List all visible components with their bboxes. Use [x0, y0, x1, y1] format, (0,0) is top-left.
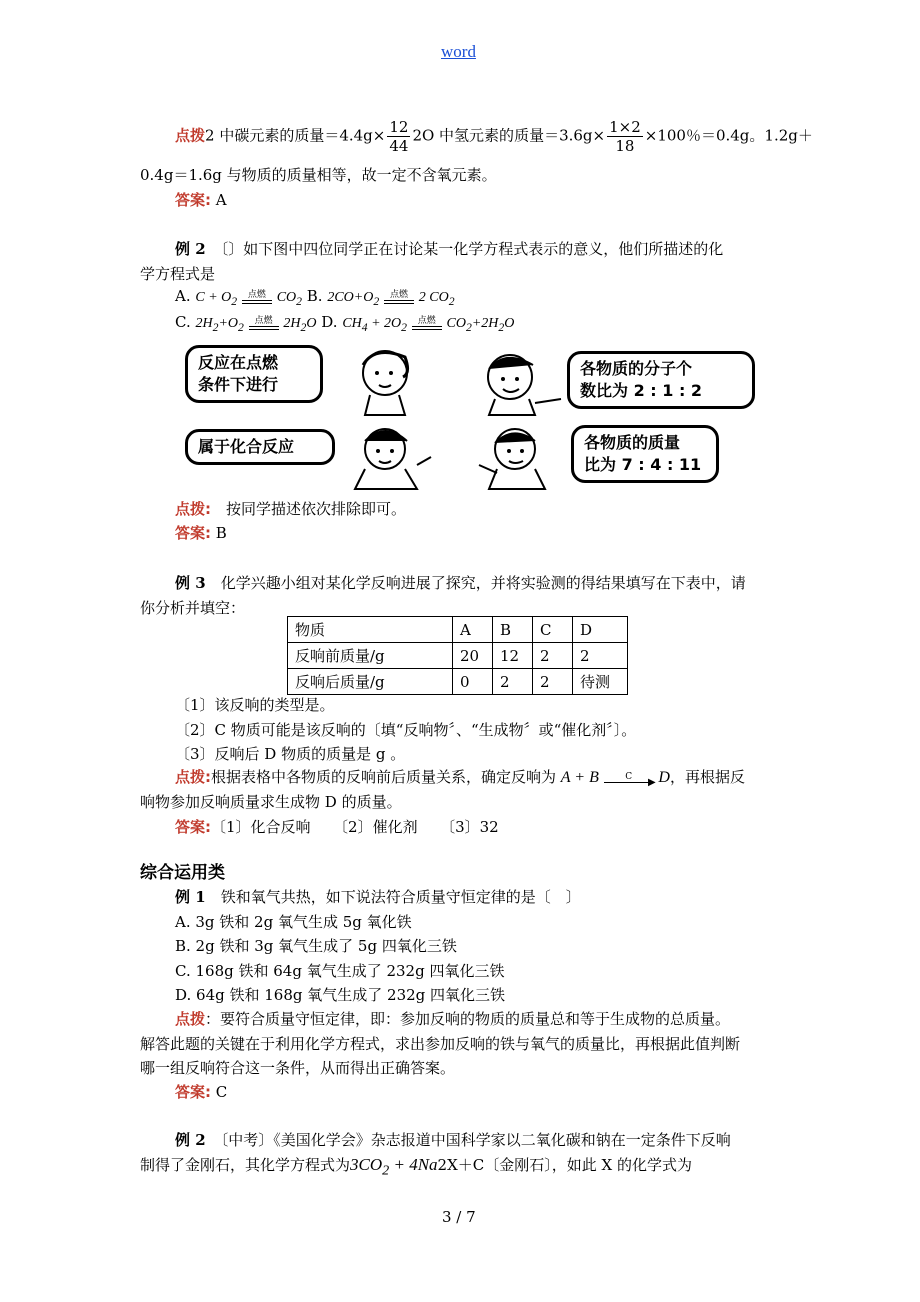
option-b: B. 2g 铁和 3g 氧气生成了 5g 四氧化三铁: [175, 937, 457, 955]
hint-text-a: 2 中碳元素的质量＝4.4g×: [205, 126, 386, 145]
student-boy-figure-1: [465, 347, 565, 417]
hint-section2-line1: 点拨：要符合质量守恒定律，即：参加反响的物质的质量总和等于生成物的总质量。: [175, 1010, 731, 1028]
hint-example-2: 点拨: 按同学描述依次排除即可。: [175, 500, 407, 518]
table-row: 反响后质量/g 0 2 2 待测: [288, 669, 628, 695]
answer-example-2: 答案: B: [175, 524, 227, 542]
question-3: 〔3〕反响后 D 物质的质量是 g 。: [175, 745, 406, 763]
hint-paragraph-1: [175, 118, 813, 155]
answer-example-3: 答案:〔1〕化合反响 〔2〕催化剂 〔3〕32: [175, 818, 499, 836]
option-c: C. 168g 铁和 64g 氧气生成了 232g 四氧化三铁: [175, 962, 505, 980]
example-label: 例 2: [175, 240, 206, 258]
cartoon-illustration: [175, 343, 775, 491]
option-a-b: A. $C + O_2$ 点燃 $CO_2$ B. $2CO+O_2$ 点燃 2 $CO_2$: [175, 287, 455, 308]
option-c-d: C. $2H_2+O_2$ 点燃 $2H_2O$ D. $CH_4 + 2O_2$ 点燃 $CO_2+2H_2O$: [175, 313, 515, 334]
answer-1: 答案: A: [175, 191, 227, 209]
table-row: 反响前质量/g 20 12 2 2: [288, 643, 628, 669]
option-d: D. 64g 铁和 168g 氧气生成了 232g 四氧化三铁: [175, 986, 506, 1004]
speech-bubble-4: 各物质的质量 比为 7 : 4 : 11: [571, 425, 719, 483]
student-girl-figure: [325, 343, 435, 417]
hint-section2-line3: 哪一组反响符合这一条件，从而得出正确答案。: [140, 1059, 456, 1077]
example-2-line2: 学方程式是: [140, 265, 216, 283]
student-boy-figure-2: [465, 421, 575, 491]
example-2-line1: 例 2 〔〕如下图中四位同学正在讨论某一化学方程式表示的意义，他们所描述的化: [175, 240, 724, 258]
fraction-12-44: $\frac{12}{44}$: [389, 118, 409, 155]
section2-example-2: 例 2 〔中考〕《美国化学会》杂志报道中国科学家以二氧化碳和钠在一定条件下反响: [175, 1131, 731, 1149]
hint-example-3-line2: 响物参加反响质量求生成物 D 的质量。: [140, 793, 402, 811]
header-word-link[interactable]: word: [441, 42, 476, 61]
page-number: 3 / 7: [442, 1208, 476, 1226]
example-3-line2: 你分析并填空：: [140, 599, 246, 617]
speech-bubble-3: 属于化合反应: [185, 429, 335, 465]
section-title: 综合运用类: [140, 863, 225, 883]
section2-example-2-line2: 制得了金刚石，其化学方程式为$3CO_2 + 4Na2X+C$〔金刚石〕，如此 X 的化学式为: [140, 1155, 692, 1179]
hint-text-line2: 0.4g＝1.6g 与物质的质量相等，故一定不含氧元素。: [140, 166, 497, 184]
question-1: 〔1〕该反响的类型是。: [175, 696, 335, 714]
answer-section2: 答案: C: [175, 1083, 228, 1101]
hint-text-b: 2O 中氢元素的质量＝3.6g×: [412, 126, 606, 145]
question-2: 〔2〕C 物质可能是该反响的〔填“反响物〞、“生成物〞或“催化剂〞〕。: [175, 721, 637, 739]
option-a: A. 3g 铁和 2g 氧气生成 5g 氧化铁: [175, 913, 412, 931]
speech-bubble-2: 各物质的分子个 数比为 2 : 1 : 2: [567, 351, 755, 409]
hint-label: 点拨: [175, 126, 206, 145]
section2-example-1: 例 1 铁和氧气共热，如下说法符合质量守恒定律的是〔 〕: [175, 888, 581, 906]
hint-section2-line2: 解答此题的关键在于利用化学方程式，求出参加反响的铁与氧气的质量比，再根据此值判断: [140, 1035, 741, 1053]
hint-text-c: ×100％＝0.4g。1.2g＋: [644, 126, 813, 145]
table-header-row: 物质 A B C D: [288, 617, 628, 643]
data-table: [287, 616, 628, 695]
student-girl-figure-2: [325, 421, 445, 491]
hint-example-3: 点拨:根据表格中各物质的反响前后质量关系，确定反响为 A + B C ▶ D，再根据反: [175, 768, 745, 788]
speech-bubble-1: 反应在点燃 条件下进行: [185, 345, 323, 403]
example-3-line1: 例 3 化学兴趣小组对某化学反响进展了探究，并将实验测的得结果填写在下表中，请: [175, 574, 746, 592]
fraction-2-18: $\frac{1\times 2}{18}$: [609, 118, 641, 155]
